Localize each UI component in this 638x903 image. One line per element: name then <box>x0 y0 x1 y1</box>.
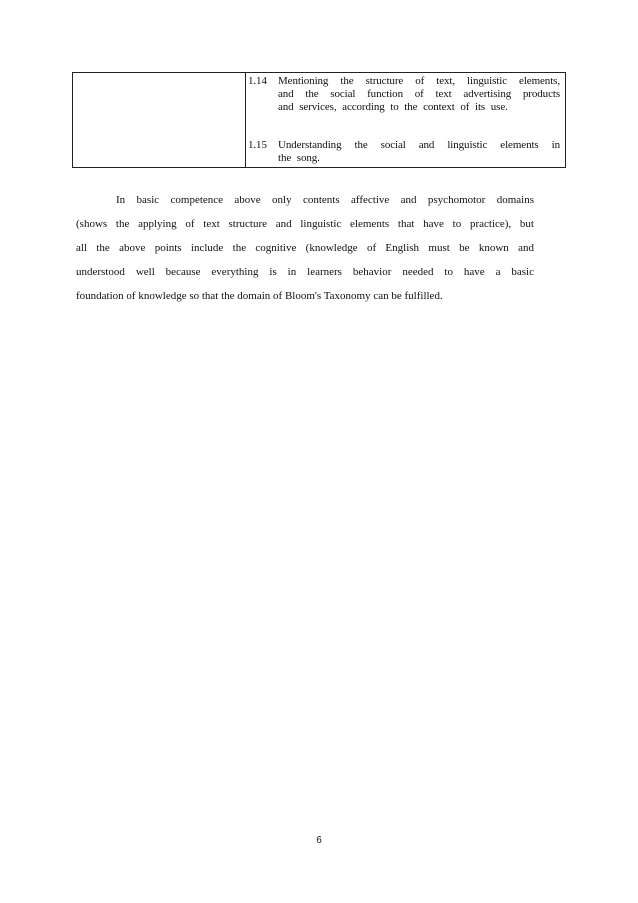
table-right-cell <box>246 73 565 167</box>
competence-line: Mentioning the structure of text, linguistic elements, <box>278 75 560 87</box>
competence-number: 1.15 <box>248 139 267 151</box>
page-number: 6 <box>316 835 322 846</box>
paragraph-line: understood well because everything is in learners behavior needed to have a basic <box>76 266 534 278</box>
competence-line: the song. <box>278 152 320 164</box>
body-paragraph <box>76 188 534 308</box>
competence-line: and services, according to the context of its use. <box>278 101 508 113</box>
competence-line: and the social function of text advertising products <box>278 88 560 100</box>
competence-text <box>278 75 560 114</box>
competence-number: 1.14 <box>248 75 267 87</box>
competence-text <box>278 139 560 165</box>
table-left-cell <box>73 73 246 167</box>
paragraph-line: all the above points include the cognitive (knowledge of English must be known and <box>76 242 534 254</box>
paragraph-line: (shows the applying of text structure and linguistic elements that have to practice), but <box>76 218 534 230</box>
competence-table <box>72 72 566 168</box>
competence-item <box>248 75 560 114</box>
paragraph-line: foundation of knowledge so that the domain of Bloom's Taxonomy can be fulfilled. <box>76 290 443 302</box>
competence-item <box>248 139 560 165</box>
competence-line: Understanding the social and linguistic elements in <box>278 139 560 151</box>
paragraph-line: In basic competence above only contents affective and psychomotor domains <box>116 194 534 206</box>
